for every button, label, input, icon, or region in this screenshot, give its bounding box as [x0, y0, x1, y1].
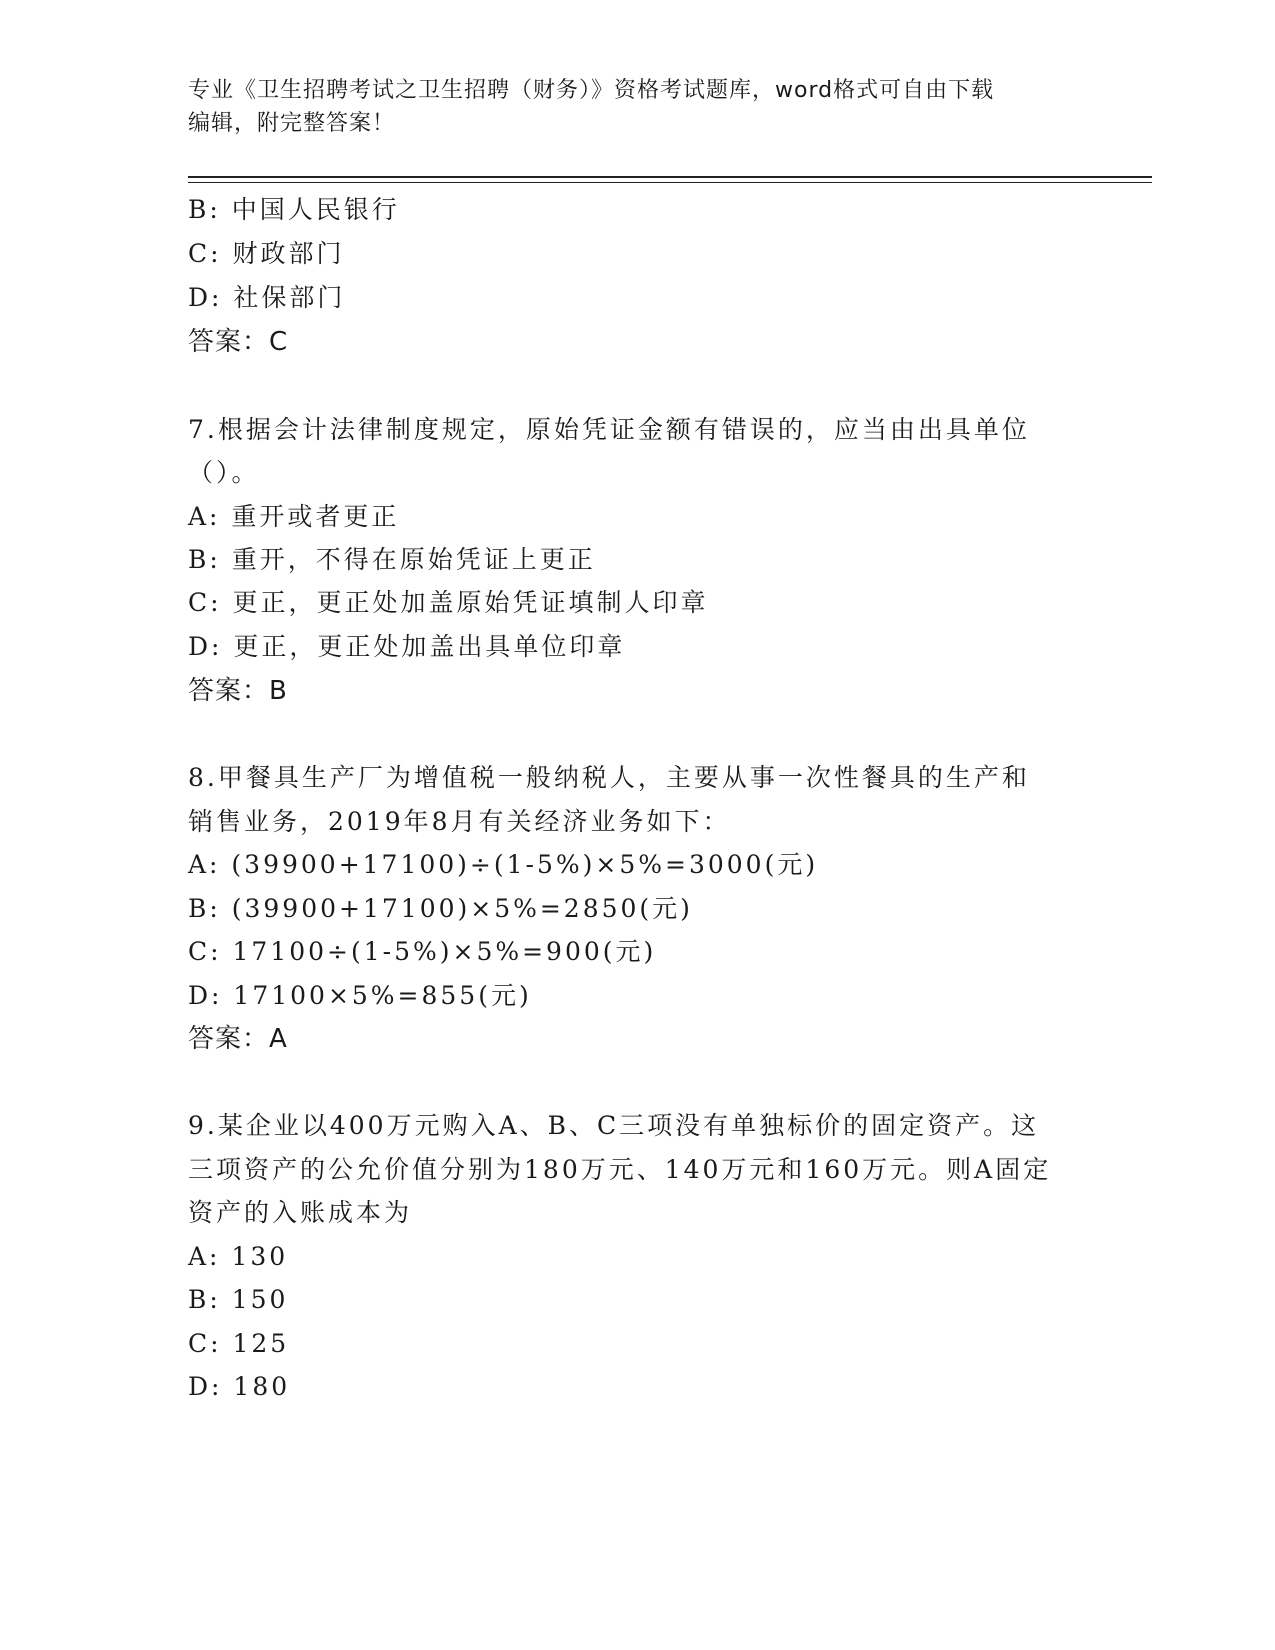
q9-stem-line-3: 资产的入账成本为 [188, 1198, 413, 1227]
q6-option-b: B: 中国人民银行 [188, 195, 400, 224]
q6-option-d: D: 社保部门 [188, 283, 346, 312]
q7-option-d: D: 更正，更正处加盖出具单位印章 [188, 632, 626, 661]
header-rule-thin [188, 182, 1152, 183]
document-header [188, 74, 1088, 140]
q8-answer: 答案：A [188, 1024, 288, 1054]
q8-stem-line-2: 销售业务，2019年8月有关经济业务如下： [188, 807, 731, 836]
q8-option-b: B: (39900+17100)×5%=2850(元) [188, 894, 693, 923]
q9-option-d: D: 180 [188, 1372, 291, 1401]
q7-stem-line-1: 7.根据会计法律制度规定，原始凭证金额有错误的，应当由出具单位 [188, 415, 1030, 444]
q9-option-c: C: 125 [188, 1329, 290, 1358]
q6-answer: 答案：C [188, 327, 289, 357]
q8-option-d: D: 17100×5%=855(元) [188, 981, 532, 1010]
q9-stem-line-1: 9.某企业以400万元购入A、B、C三项没有单独标价的固定资产。这 [188, 1111, 1040, 1140]
q9-stem-line-2: 三项资产的公允价值分别为180万元、140万元和160万元。则A固定 [188, 1155, 1052, 1184]
q8-stem-line-1: 8.甲餐具生产厂为增值税一般纳税人，主要从事一次性餐具的生产和 [188, 763, 1030, 792]
q7-option-c: C: 更正，更正处加盖原始凭证填制人印章 [188, 588, 709, 617]
q7-stem-line-2: （）。 [188, 458, 260, 487]
q9-option-b: B: 150 [188, 1285, 289, 1314]
q8-option-a: A: (39900+17100)÷(1-5%)×5%=3000(元) [188, 850, 819, 879]
header-rule-thick [188, 176, 1152, 178]
q6-option-c: C: 财政部门 [188, 239, 345, 268]
q8-option-c: C: 17100÷(1-5%)×5%=900(元) [188, 937, 657, 966]
header-line-2: 编辑，附完整答案！ [188, 111, 396, 136]
q7-option-b: B: 重开，不得在原始凭证上更正 [188, 545, 596, 574]
q7-answer: 答案：B [188, 676, 288, 706]
q7-option-a: A: 重开或者更正 [188, 502, 400, 531]
header-line-1: 专业《卫生招聘考试之卫生招聘（财务）》资格考试题库，word格式可自由下载 [188, 78, 995, 103]
q9-option-a: A: 130 [188, 1242, 289, 1271]
